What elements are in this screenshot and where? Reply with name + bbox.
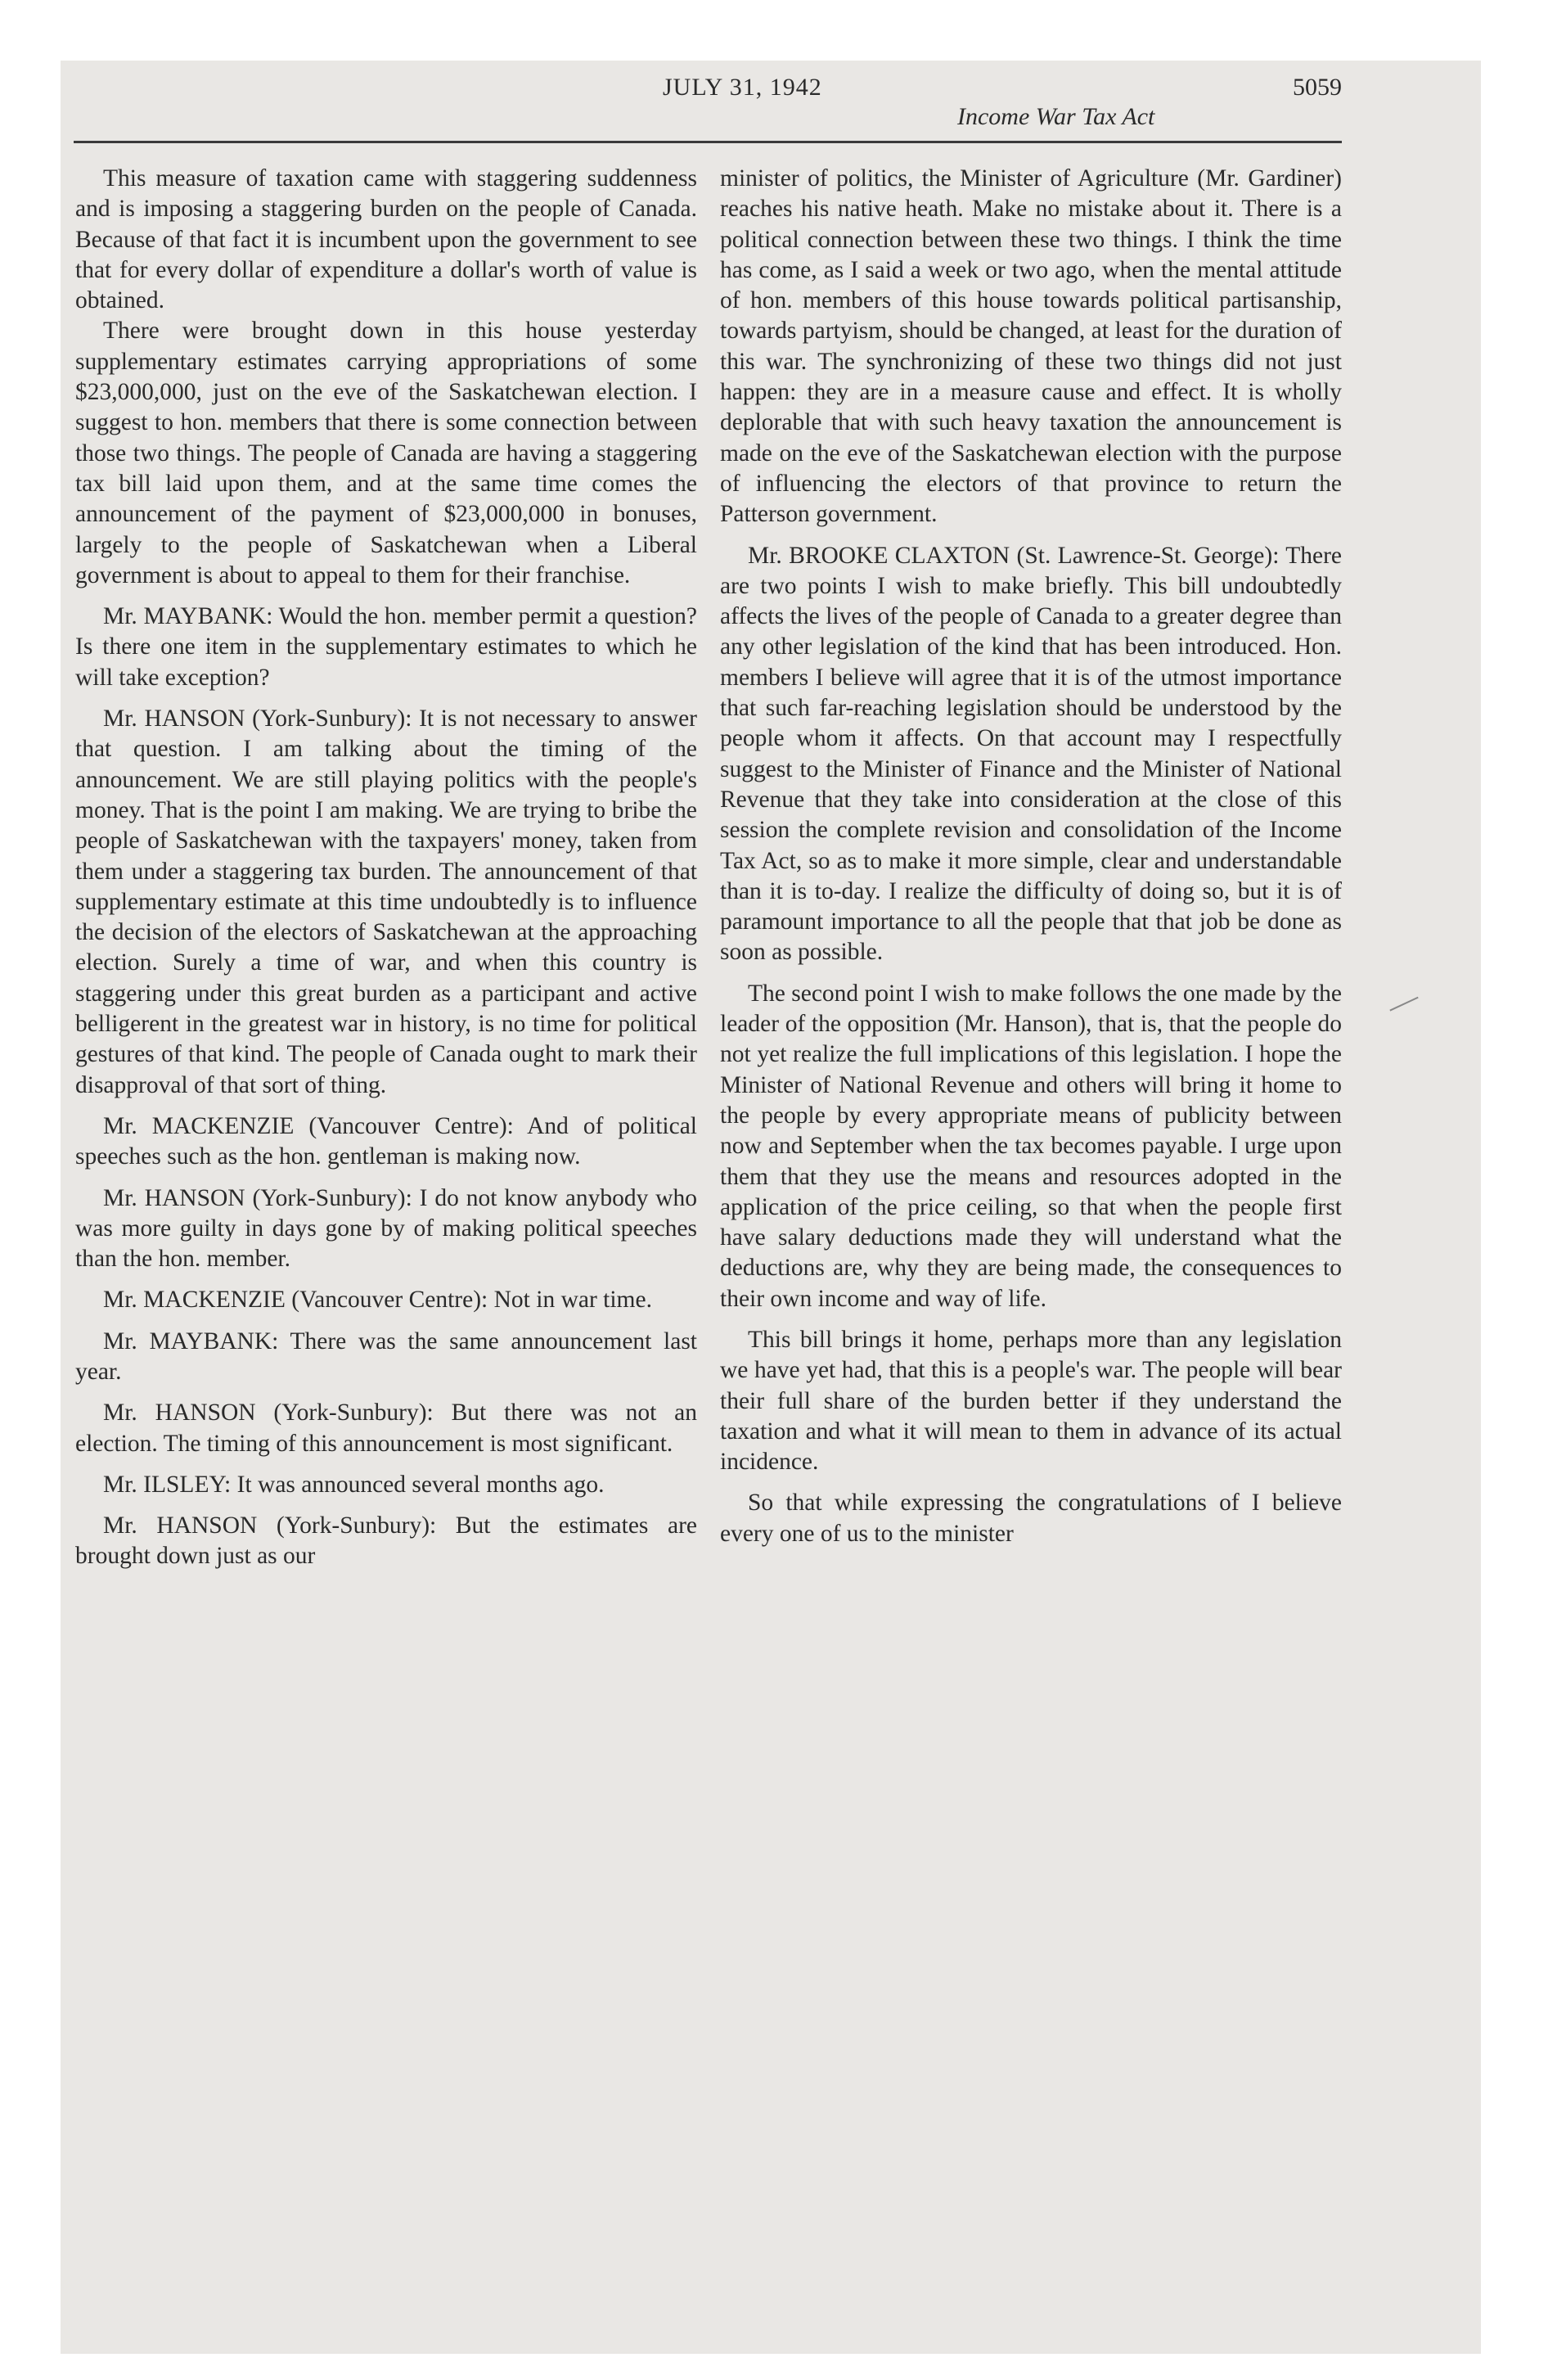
left-column [75, 164, 697, 1572]
paragraph: So that while expressing the congratulations of I believe every one of us to the minister [720, 1490, 1342, 1547]
paragraph: Mr. HANSON (York-Sunbury): I do not know anybody who was more guilty in days gone by of making political speeches than the hon. member. [75, 1184, 697, 1273]
paragraph: This bill brings it home, perhaps more than any legislation we have yet had, that this is a people's war. The people will bear their full share of the burden better if they understand the taxation and what it will mean to them in advance of its actual incidence. [720, 1326, 1342, 1476]
paragraph: Mr. ILSLEY: It was announced several months ago. [103, 1471, 605, 1498]
paragraph: Mr. MACKENZIE (Vancouver Centre): Not in war time. [103, 1287, 652, 1314]
right-column [720, 164, 1342, 1549]
paragraph: Mr. MAYBANK: Would the hon. member permit a question? Is there one item in the supplementary estimates to which he will take exception? [75, 603, 697, 691]
paragraph: Mr. HANSON (York-Sunbury): It is not necessary to answer that question. I am talking about the timing of the announcement. We are still playing politics with the people's money. That is the point I am making. We are trying to bribe the people of Saskatchewan with the taxpayers' money, taken from them under a staggering tax burden. The announcement of that supplementary estimate at this time undoubtedly is to influence the decision of the electors of Saskatchewan at the approaching election. Surely a time of war, and when this country is staggering under this great burden as a participant and active belligerent in the greatest war in history, is no time for political gestures of that kind. The people of Canada ought to mark their disapproval of that sort of thing. [75, 705, 697, 1098]
header-topic: Income War Tax Act [957, 103, 1155, 130]
page-header [74, 74, 1342, 131]
paragraph: minister of politics, the Minister of Agriculture (Mr. Gardiner) reaches his native heath. Make no mistake about it. There is a political connection between these two things. I think the time has come, as I said a week or two ago, when the mental attitude of hon. members of this house towards political partisanship, towards partyism, should be changed, at least for the duration of this war. The synchronizing of these two things did not just happen: they are in a measure cause and effect. It is wholly deplorable that with such heavy taxation the announcement is made on the eve of the Saskatchewan election with the purpose of influencing the electors of that province to return the Patterson government. [720, 165, 1342, 528]
paragraph: There were brought down in this house yesterday supplementary estimates carrying appropriations of some $23,000,000, just on the eve of the Saskatchewan election. I suggest to hon. members that there is some connection between those two things. The people of Canada are having a staggering tax bill laid upon them, and at the same time comes the announcement of the payment of $23,000,000 in bonuses, largely to the people of Saskatchewan when a Liberal government is about to appeal to them for their franchise. [75, 318, 697, 588]
paragraph: Mr. BROOKE CLAXTON (St. Lawrence-St. George): There are two points I wish to make briefly. This bill undoubtedly affects the lives of the people of Canada to a greater degree than any other legislation of the kind that has been introduced. Hon. members I believe will agree that it is of the utmost importance that such far-reaching legislation should be understood by the people whom it affects. On that account may I respectfully suggest to the Minister of Finance and the Minister of National Revenue that they take into consideration at the close of this session the complete revision and consolidation of the Income Tax Act, so as to make it more simple, clear and understandable than it is to-day. I realize the difficulty of doing so, but it is of paramount importance to all the people that that job be done as soon as possible. [720, 542, 1342, 966]
header-date: JULY 31, 1942 [663, 74, 822, 101]
paragraph: The second point I wish to make follows the one made by the leader of the opposition (Mr. Hanson), that is, that the people do not yet realize the full implications of this legislation. I hope the Minister of National Revenue and others will bring it home to the people by every appropriate means of publicity between now and September when the tax becomes payable. I urge upon them that they use the means and resources adopted in the application of the price ceiling, so that when the people first have salary deductions made they will understand what the deductions are, why they are being made, the consequences to their own income and way of life. [720, 980, 1342, 1312]
paragraph: Mr. MAYBANK: There was the same announcement last year. [75, 1327, 697, 1385]
paragraph: This measure of taxation came with staggering suddenness and is imposing a staggering burden on the people of Canada. Because of that fact it is incumbent upon the government to see that for every dollar of expenditure a dollar's worth of value is obtained. [75, 165, 697, 314]
paragraph: Mr. HANSON (York-Sunbury): But the estimates are brought down just as our [75, 1512, 697, 1570]
page-number: 5059 [1293, 74, 1342, 101]
paragraph: Mr. HANSON (York-Sunbury): But there was not an election. The timing of this announcement is most significant. [75, 1400, 697, 1457]
header-rule [74, 141, 1342, 143]
paragraph: Mr. MACKENZIE (Vancouver Centre): And of political speeches such as the hon. gentleman is making now. [75, 1112, 697, 1170]
